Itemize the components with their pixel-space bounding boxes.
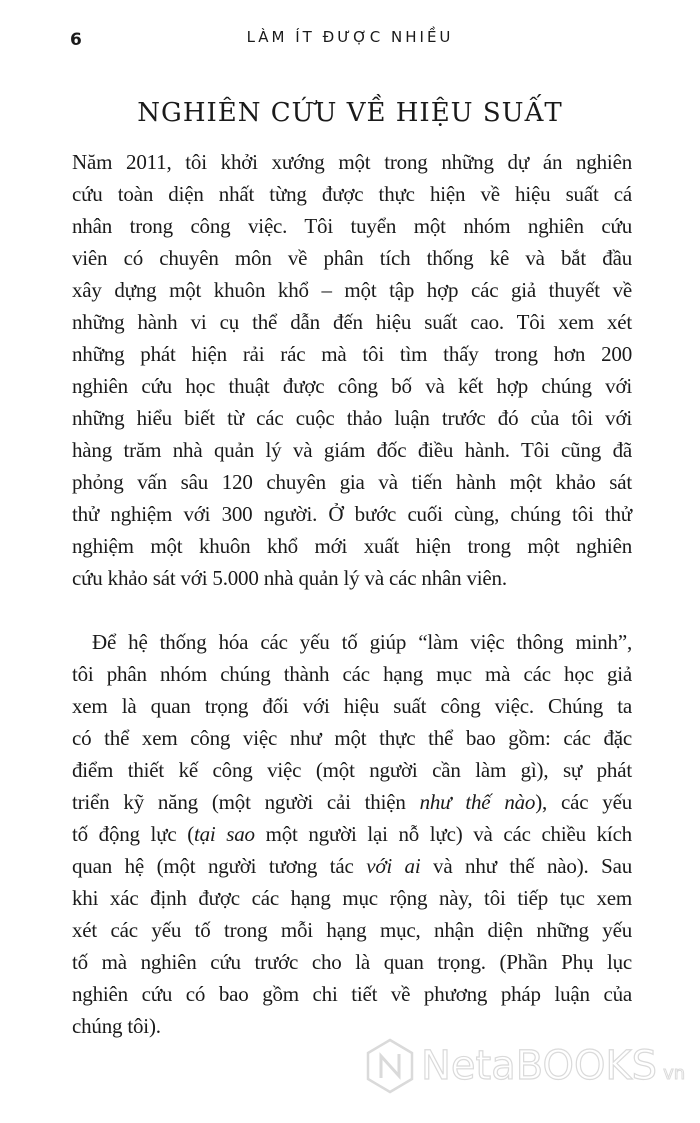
text-line: những phát hiện rải rác mà tôi tìm thấy trong hơn 200 xyxy=(72,342,632,366)
text-segment: khi xác định được các hạng mục rộng này, tôi tiếp tục xem xyxy=(72,886,632,910)
text-line xyxy=(72,626,632,658)
text-line: nhân trong công việc. Tôi tuyển một nhóm nghiên cứu xyxy=(72,214,632,238)
text-segment: nghiên cứu có bao gồm chi tiết về phương pháp luận của xyxy=(72,982,632,1006)
italic-text: như thế nào xyxy=(419,790,536,814)
text-line: cứu khảo sát với 5.000 nhà quản lý và các nhân viên. xyxy=(72,566,507,590)
text-segment: một người lại nỗ lực) và các chiều kích xyxy=(254,822,632,846)
text-segment: triển kỹ năng (một người cải thiện xyxy=(72,790,420,814)
text-segment: và như thế nào). Sau xyxy=(420,854,632,878)
netabooks-logo-icon xyxy=(365,1038,415,1094)
text-segment: xem là quan trọng đối với hiệu suất công việc. Chúng ta xyxy=(72,694,632,718)
text-segment: quan hệ (một người tương tác xyxy=(72,854,367,878)
paragraph-1 xyxy=(72,146,632,594)
text-line: xây dựng một khuôn khổ – một tập hợp các giả thuyết về xyxy=(72,278,632,302)
text-segment: chúng tôi). xyxy=(72,1014,161,1038)
text-line xyxy=(72,978,632,1010)
section-title: NGHIÊN CỨU VỀ HIỆU SUẤT xyxy=(137,98,563,128)
text-line: thử nghiệm với 300 người. Ở bước cuối cùng, chúng tôi thử xyxy=(72,502,632,526)
text-line: nghiệm một khuôn khổ mới xuất hiện trong một nghiên xyxy=(72,534,632,558)
watermark xyxy=(365,1038,685,1094)
text-line xyxy=(72,658,632,690)
text-segment: xét các yếu tố trong mỗi hạng mục, nhận diện những yếu xyxy=(72,918,632,942)
text-line: những hiểu biết từ các cuộc thảo luận trước đó của tôi với xyxy=(72,406,632,430)
text-line xyxy=(72,882,632,914)
page-number: 6 xyxy=(70,30,82,50)
text-segment: tôi phân nhóm chúng thành các hạng mục mà các học giả xyxy=(72,662,632,686)
text-line: những hành vi cụ thể dẫn đến hiệu suất cao. Tôi xem xét xyxy=(72,310,632,334)
text-line xyxy=(72,690,632,722)
body-text xyxy=(72,146,632,1042)
text-line: viên có chuyên môn về phân tích thống kê và bắt đầu xyxy=(72,246,632,270)
text-segment: điểm thiết kế công việc (một người cần làm gì), sự phát xyxy=(72,758,632,782)
text-line xyxy=(72,818,632,850)
text-line xyxy=(72,786,632,818)
text-line xyxy=(72,722,632,754)
text-line xyxy=(72,914,632,946)
text-line: phỏng vấn sâu 120 chuyên gia và tiến hành một khảo sát xyxy=(72,470,632,494)
text-segment: tố mà nghiên cứu trước cho là quan trọng. (Phần Phụ lục xyxy=(72,950,632,974)
text-line xyxy=(72,946,632,978)
italic-text: tại sao xyxy=(194,822,255,846)
watermark-suffix: vn xyxy=(663,1062,686,1084)
text-segment: tố động lực ( xyxy=(72,822,194,846)
text-line xyxy=(72,850,632,882)
paragraph-2 xyxy=(72,626,632,1042)
text-line: hàng trăm nhà quản lý và giám đốc điều hành. Tôi cũng đã xyxy=(72,438,632,462)
text-line: Năm 2011, tôi khởi xướng một trong những dự án nghiên xyxy=(72,150,632,174)
text-segment: Để hệ thống hóa các yếu tố giúp “làm việc thông minh”, xyxy=(92,630,632,654)
text-line: nghiên cứu học thuật được công bố và kết hợp chúng với xyxy=(72,374,632,398)
running-title: LÀM ÍT ĐƯỢC NHIỀU xyxy=(246,28,454,46)
text-segment: có thể xem công việc như một thực thể bao gồm: các đặc xyxy=(72,726,632,750)
italic-text: với ai xyxy=(366,854,421,878)
text-line: cứu toàn diện nhất từng được thực hiện về hiệu suất cá xyxy=(72,182,632,206)
watermark-brand: NetaBOOKS xyxy=(421,1043,658,1089)
text-segment: ), các yếu xyxy=(535,790,632,814)
text-line xyxy=(72,754,632,786)
